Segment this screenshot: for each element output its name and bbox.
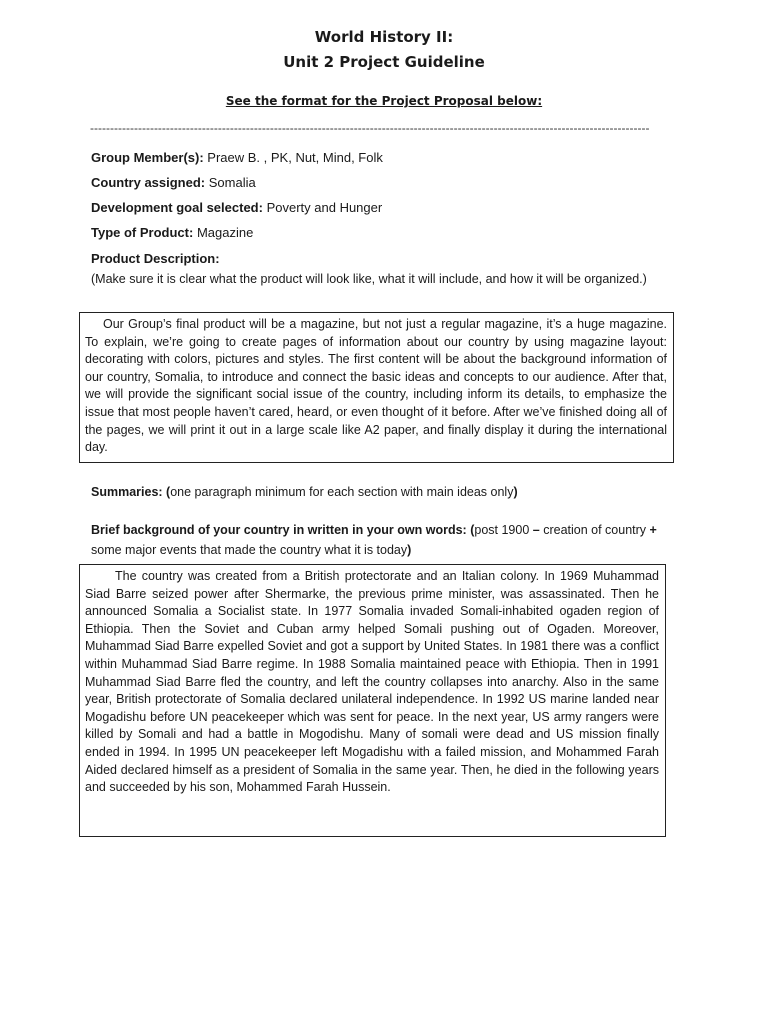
product-description-heading: [91, 251, 220, 267]
group-members-label: Group Member(s):: [91, 150, 204, 165]
product-type-field: [91, 225, 253, 241]
background-note-part1: post 1900: [474, 523, 530, 537]
summaries-heading: [91, 484, 518, 500]
background-close-paren: ): [407, 543, 412, 557]
summaries-note: one paragraph minimum for each section with main ideas only: [170, 485, 514, 499]
group-members-value: Praew B. , PK, Nut, Mind, Folk: [207, 150, 383, 165]
product-description-label: Product Description:: [91, 251, 220, 266]
background-dash: –: [532, 523, 540, 537]
background-box: [79, 564, 666, 837]
background-note-part2: creation of country: [543, 523, 647, 537]
document-subtitle: Unit 2 Project Guideline: [283, 53, 485, 71]
goal-value: Poverty and Hunger: [266, 200, 383, 215]
country-field: [91, 175, 256, 191]
country-value: Somalia: [208, 175, 256, 190]
background-text: The country was created from a British protectorate and an Italian colony. In 1969 Muhammad Siad Barre seized power after Shermarke, the previous prime minister, was assassinated. Then he announced Somalia a Socialist state. In 1977 Somalia invaded Somali-inhabited ogaden region of Ethiopia. Then the Soviet and Cuban army helped Somali pushing out of Ogaden. Moreover, Muhammad Siad Barre expelled Soviet and got a support by United States. In 1981 there was a conflict within Muhammad Siad Barre regime. In 1988 Somalia maintained peace with Ethiopia. Then in 1991 Muhammad Siad Barre fled the country, and left the country collapses into anarchy. Also in the same year, British protectorate of Somalia declared unilateral independence. In 1992 US marine landed near Mogadishu before UN peacekeeper which was sent for peace. In the next year, US army rangers were killed by Somali and had a battle in Mogodishu. Many of somali were dead and US mission finally ended in 1994. In 1995 UN peacekeeper left Mogadishu with a failed mission, and Mohammed Farah Aided declared himself as a president of Somalia in the same year. Then, he died in the following years and succeeded by his son, Mohammed Farah Hussein.: [85, 569, 659, 795]
product-type-label: Type of Product:: [91, 225, 194, 240]
document-title: World History II:: [314, 28, 454, 46]
background-prompt-label: Brief background of your country in written in your own words:: [91, 523, 467, 537]
country-label: Country assigned:: [91, 175, 206, 190]
product-type-value: Magazine: [196, 225, 254, 240]
summaries-close-paren: ): [513, 485, 518, 499]
goal-field: [91, 200, 382, 216]
background-open-paren: (: [470, 523, 475, 537]
summaries-label: Summaries:: [91, 485, 163, 499]
background-note-part3: some major events that made the country what it is today: [91, 543, 408, 557]
summaries-open-paren: (: [166, 485, 171, 499]
dashed-separator: --------------------------------------------------------------------------------------------------------------------------------------------: [90, 122, 650, 134]
group-members-field: [91, 150, 383, 166]
product-description-box: [79, 312, 674, 463]
background-plus: +: [649, 523, 657, 537]
product-description-text: Our Group’s final product will be a magazine, but not just a regular magazine, it’s a huge magazine. To explain, we’re going to create pages of information about our country by using magazine layout: decorating with colors, pictures and styles. The first content will be about the background information of our country, Somalia, to introduce and connect the basic ideas and concepts to our audience. After that, we will provide the significant social issue of the country, including inform its details, to emphasize the issue that most people haven’t cared, heard, or even thought of it before. After we’ve finished doing all of the pages, we will print it out in a large scale like A2 paper, and finally display it during the international day.: [85, 317, 667, 455]
goal-label: Development goal selected:: [91, 200, 263, 215]
product-description-note: (Make sure it is clear what the product will look like, what it will include, and how it will be organized.): [91, 272, 647, 286]
background-prompt: [91, 520, 671, 560]
format-instruction: See the format for the Project Proposal below:: [225, 94, 543, 108]
